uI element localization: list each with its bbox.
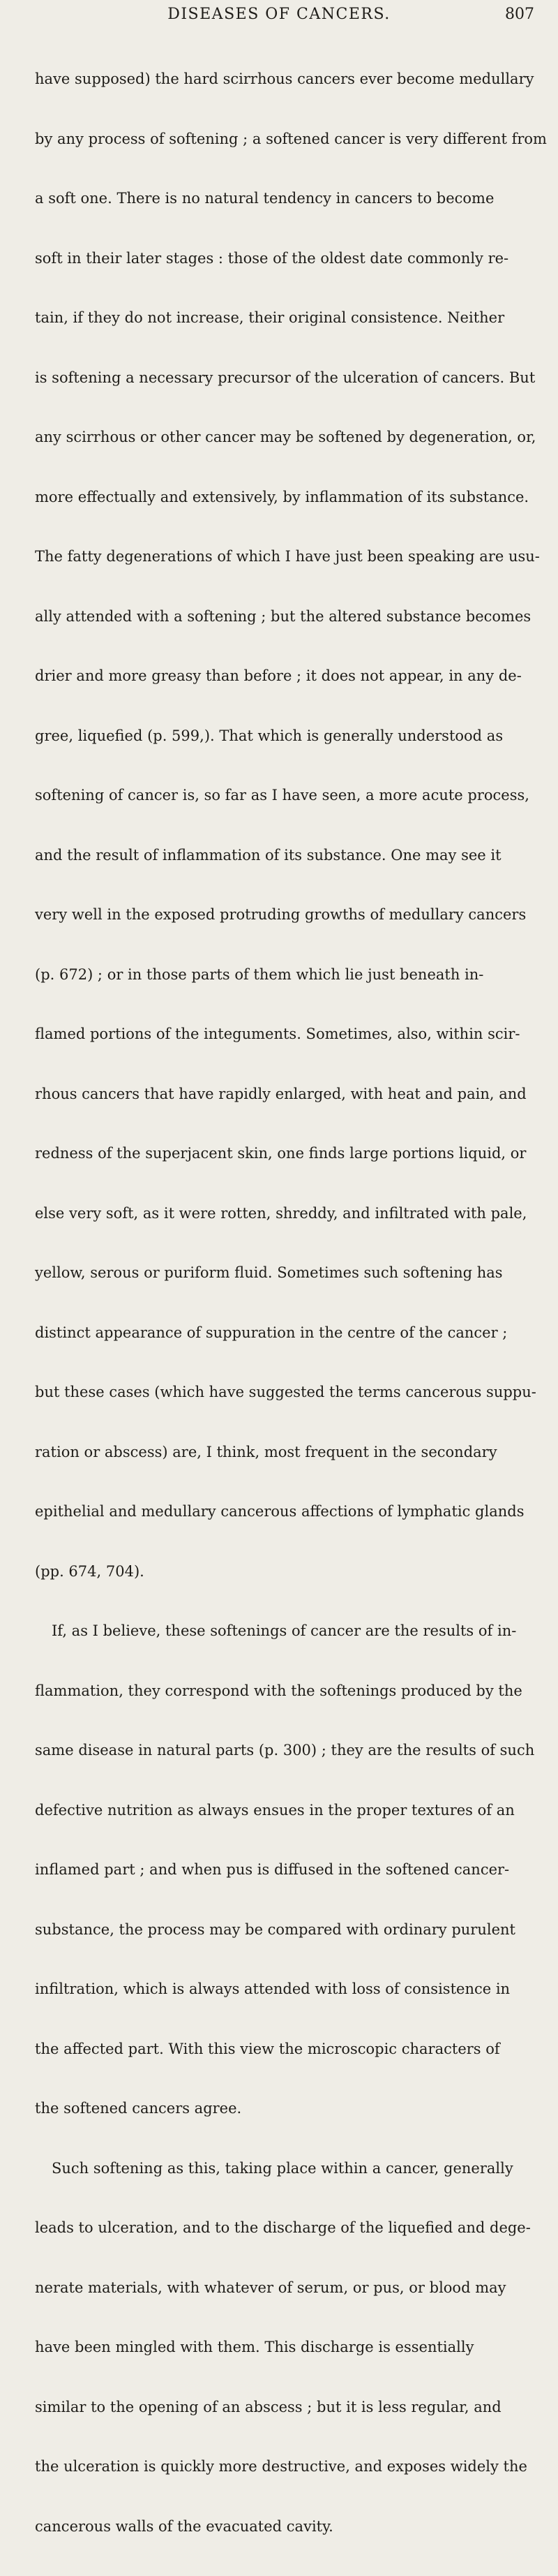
text-line: drier and more greasy than before ; it does not appear, in any de- — [35, 667, 522, 684]
text-line: yellow, serous or puriform fluid. Sometimes such softening has — [35, 1264, 503, 1281]
text-line: very well in the exposed protruding growths of medullary cancers — [35, 906, 527, 923]
text-line: and the result of inflammation of its substance. One may see it — [35, 846, 502, 864]
text-line: tain, if they do not increase, their original consistence. Neither — [35, 309, 505, 326]
text-line: any scirrhous or other cancer may be softened by degeneration, or, — [35, 429, 536, 445]
text-line: flamed portions of the integuments. Sometimes, also, within scir- — [35, 1026, 520, 1042]
text-line: the ulceration is quickly more destructive, and exposes widely the — [35, 2458, 527, 2475]
text-line: soft in their later stages : those of the oldest date commonly re- — [35, 249, 509, 267]
text-line: by any process of softening ; a softened cancer is very different from — [35, 130, 547, 147]
text-line: else very soft, as it were rotten, shreddy, and infiltrated with pale, — [35, 1204, 527, 1222]
text-line: leads to ulceration, and to the discharge of the liquefied and dege- — [35, 2219, 531, 2236]
text-line: same disease in natural parts (p. 300) ; they are the results of such — [35, 1742, 535, 1759]
text-line: defective nutrition as always ensues in the proper textures of an — [35, 1801, 515, 1819]
running-title: DISEASES OF CANCERS. — [167, 6, 391, 23]
body-text — [35, 29, 547, 2576]
text-line: nerate materials, with whatever of serum, or pus, or blood may — [35, 2279, 506, 2296]
text-line: epithelial and medullary cancerous affections of lymphatic glands — [35, 1503, 525, 1520]
text-line: ration or abscess) are, I think, most frequent in the secondary — [35, 1443, 497, 1460]
text-line: inflamed part ; and when pus is diffused in the softened cancer- — [35, 1861, 510, 1878]
text-line: redness of the superjacent skin, one finds large portions liquid, or — [35, 1145, 527, 1162]
text-line: more effectually and extensively, by inflammation of its substance. — [35, 488, 529, 505]
text-line: (p. 672) ; or in those parts of them which lie just beneath in- — [35, 965, 484, 983]
text-line: ally attended with a softening ; but the altered substance becomes — [35, 607, 531, 625]
page-number: 807 — [505, 6, 534, 23]
text-line: The fatty degenerations of which I have just been speaking are usu- — [35, 548, 540, 565]
text-line: is softening a necessary precursor of the ulceration of cancers. But — [35, 369, 536, 386]
text-line: a soft one. There is no natural tendency in cancers to become — [35, 190, 495, 207]
text-line: gree, liquefied (p. 599,). That which is generally understood as — [35, 727, 504, 744]
text-line: have been mingled with them. This discharge is essentially — [35, 2339, 474, 2355]
text-line: the affected part. With this view the microscopic characters of — [35, 2040, 500, 2057]
text-line: flammation, they correspond with the softenings produced by the — [35, 1682, 522, 1699]
text-line: similar to the opening of an abscess ; but it is less regular, and — [35, 2398, 502, 2415]
text-line: the softened cancers agree. — [35, 2100, 242, 2117]
page-header — [0, 4, 558, 29]
text-line: (pp. 674, 704). — [35, 1562, 144, 1580]
paragraph-start-line: Such softening as this, taking place within a cancer, generally — [52, 2159, 513, 2177]
text-line: softening of cancer is, so far as I have seen, a more acute process, — [35, 787, 529, 804]
paragraph-start-line: If, as I believe, these softenings of cancer are the results of in- — [52, 1622, 517, 1639]
text-line: rhous cancers that have rapidly enlarged, with heat and pain, and — [35, 1085, 527, 1102]
text-line: cancerous walls of the evacuated cavity. — [35, 2517, 333, 2535]
text-line: have supposed) the hard scirrhous cancers ever become medullary — [35, 71, 534, 87]
text-line: infiltration, which is always attended with loss of consistence in — [35, 1981, 511, 1997]
text-line: distinct appearance of suppuration in the centre of the cancer ; — [35, 1324, 508, 1341]
text-line: but these cases (which have suggested the terms cancerous suppu- — [35, 1384, 536, 1400]
text-line: substance, the process may be compared with ordinary purulent — [35, 1920, 515, 1938]
